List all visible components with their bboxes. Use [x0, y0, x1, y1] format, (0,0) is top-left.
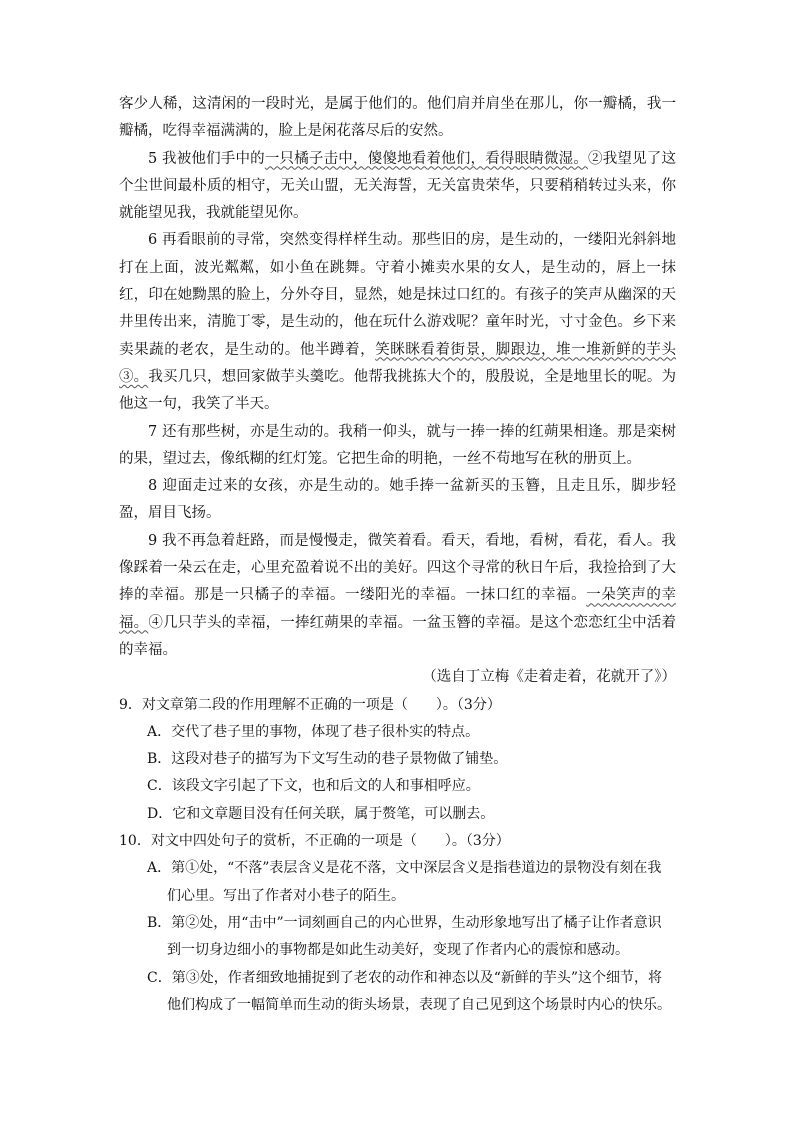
paragraph-6: [119, 227, 676, 418]
question-10-option-b-line-1: B．第②处，用“击中”一词刻画自己的内心世界，生动形象地写出了橘子让作者意识: [147, 914, 662, 931]
paragraph-6-text-b: 我买几只，想回家做芋头羹吃。他帮我挑拣大个的，殷殷说，全是地里长的呢。为他这一句，我笑了半天。: [119, 368, 677, 413]
document-content: [119, 91, 676, 1019]
paragraph-5-text-b: ②我望见了这个尘世间最朴质的相守，无关山盟，无关海誓，无关富贵荣华，只要稍稍转过头来，你就能望见我，我就能望见你。: [119, 150, 676, 222]
paragraph-6-text-a: 6 再看眼前的寻常，突然变得样样生动。那些旧的房，是生动的，一缕阳光斜斜地打在上面，波光粼粼，如小鱼在跳舞。守着小摊卖水果的女人，是生动的，唇上一抹红，印在她黝黑的脸上，分外夺目，显然，她是抹过口红的。有孩子的笑声从幽深的天井里传出来，清脆丁零，是生动的，他在玩什么游戏呢？童年时光，寸寸金色。乡下来卖果蔬的老农，是生动的。他半蹲着，: [119, 232, 676, 358]
question-9-option-d[interactable]: D．它和文章题目没有任何关联，属于赘笔，可以删去。: [147, 805, 495, 822]
question-10-stem: 10．对文中四处句子的赏析，不正确的一项是（ ）。（3分）: [119, 833, 510, 850]
question-9: [119, 692, 676, 828]
paragraph-8: 8 迎面走过来的女孩，亦是生动的。她手捧一盆新买的玉簪，且走且乐，脚步轻盈，眉目飞扬。: [119, 478, 676, 522]
question-9-option-b[interactable]: B．这段对巷子的描写为下文写生动的巷子景物做了铺垫。: [147, 751, 508, 768]
paragraph-5: [119, 146, 676, 228]
question-10-option-c[interactable]: [119, 965, 676, 1020]
question-10-option-b[interactable]: [119, 910, 676, 965]
question-9-option-c[interactable]: C．该段文字引起了下文，也和后文的人和事相呼应。: [147, 778, 480, 795]
question-10-option-c-line-1: C．第③处，作者细致地捕捉到了老农的动作和神态以及“新鲜的芋头”这个细节，将: [147, 969, 663, 986]
question-10-option-a-line-2: 们心里。写出了作者对小巷子的陌生。: [167, 887, 405, 904]
question-10-option-b-line-2: 到一切身边细小的事物都是如此生动美好，变现了作者内心的震惊和感动。: [167, 942, 629, 959]
question-10: [119, 828, 676, 1019]
question-9-option-a[interactable]: A．交代了巷子里的事物，体现了巷子很朴实的特点。: [147, 723, 480, 740]
question-10-option-c-line-2: 他们构成了一幅简单而生动的街头场景，表现了自己见到这个场景时内心的快乐。: [167, 996, 671, 1013]
paragraph-9-text-b: ④几只芋头的幸福，一捧红蒴果的幸福。一盆玉簪的幸福。是这个恋恋红尘中活着的幸福。: [119, 614, 677, 658]
paragraph-5-text-a: 5 我被他们手中的: [148, 150, 265, 167]
question-10-option-a-line-1: A．第①处，“不落”表层含义是花不落，文中深层含义是指巷道边的景物没有刻在我: [147, 860, 662, 877]
paragraph-5-underlined-sentence: 一只橘子击中，傻傻地看着他们，看得眼睛微湿。: [264, 150, 589, 167]
paragraph-9-text-a: 9 我不再急着赶路，而是慢慢走，微笑着看。看天，看地，看树，看花，看人。我像踩着一朵云在走，心里充盈着说不出的美好。四这个寻常的秋日午后，我捡拾到了大捧的幸福。那是一只橘子的幸福。一缕阳光的幸福。一抹口红的幸福。: [119, 532, 676, 604]
source-citation: （选自丁立梅《走着走着，花就开了》）: [422, 669, 676, 686]
paragraph-6-underlined-sentence: 笑眯眯看着街景，脚跟边，堆一堆新鲜的芋头③。: [119, 341, 677, 385]
question-10-option-a[interactable]: [119, 855, 676, 910]
paragraph-continued: 客少人稀，这清闲的一段时光，是属于他们的。他们肩并肩坐在那儿，你一瓣橘，我一瓣橘，吃得幸福满满的，脸上是闲花落尽后的安然。: [119, 96, 676, 140]
question-9-stem: 9．对文章第二段的作用理解不正确的一项是（ ）。（3分）: [119, 696, 501, 713]
paragraph-9: [119, 528, 676, 664]
paragraph-9-underlined-sentence: 一朵笑声的幸福。: [119, 587, 677, 631]
paragraph-7: 7 还有那些树，亦是生动的。我稍一仰头，就与一捧一捧的红蒴果相逢。那是栾树的果，望过去，像纸糊的红灯笼。它把生命的明艳，一丝不苟地写在秋的册页上。: [119, 423, 676, 467]
reading-passage: [119, 91, 676, 692]
